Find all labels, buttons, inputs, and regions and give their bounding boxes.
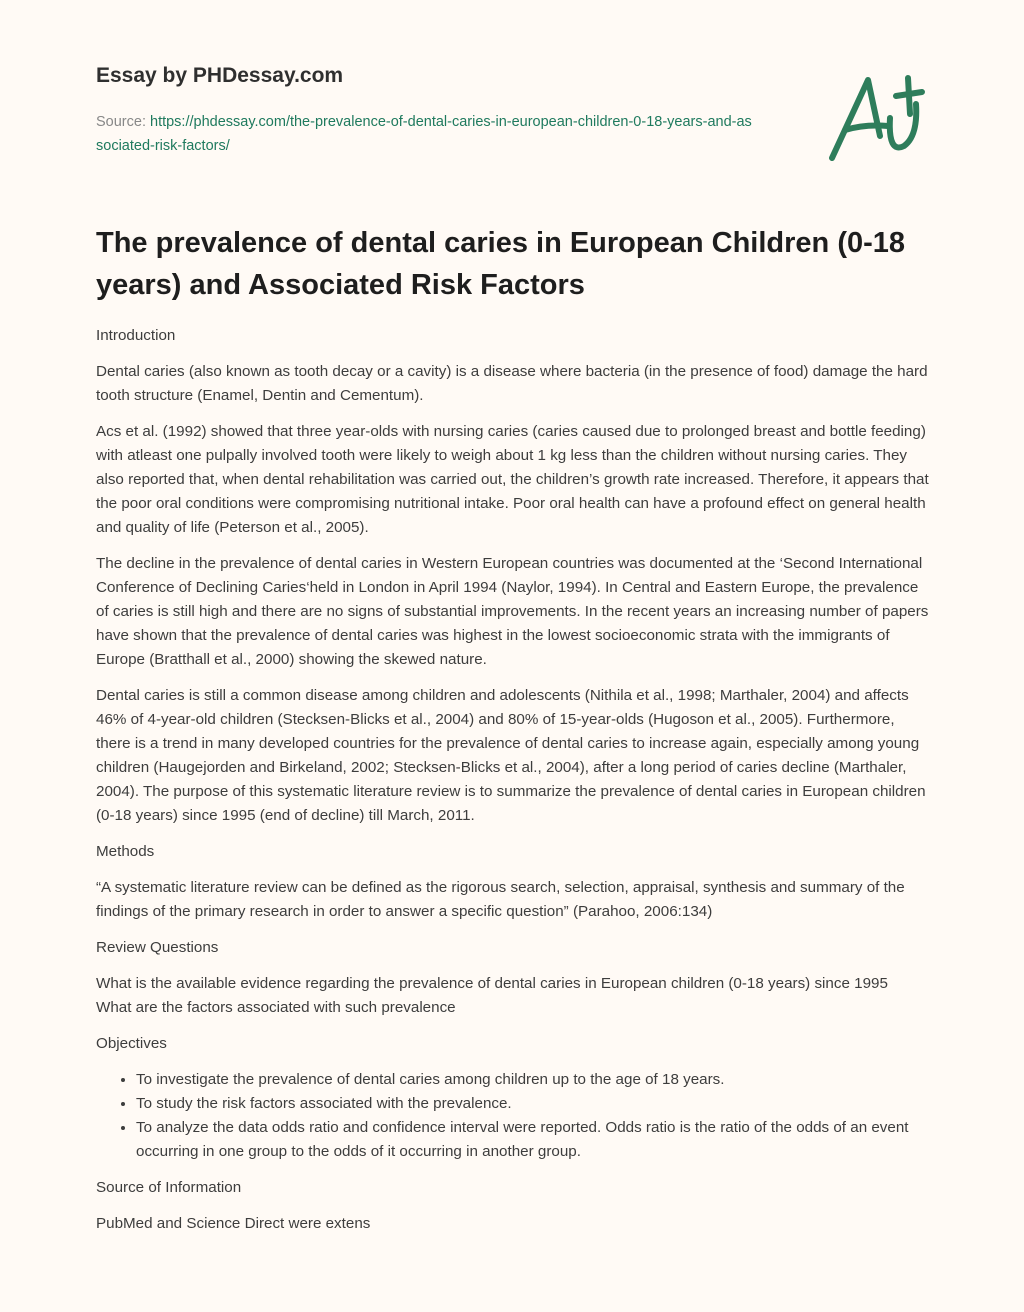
paragraph: The decline in the prevalence of dental caries in Western European countries was documented at the ‘Second International Conference of Declining Caries‘held in London in April 1994 (Naylor, 1994). In Central and Eastern Europe, the prevalence of caries is still high and there are no signs of substantial improvements. In the recent years an increasing number of papers have shown that the prevalence of dental caries was highest in the lowest socioeconomic strata with the immigrants of Europe (Bratthall et al., 2000) showing the skewed nature. xyxy=(96,555,929,668)
document-body xyxy=(96,324,932,1248)
paragraph: PubMed and Science Direct were extens xyxy=(96,1215,371,1232)
source-label: Source: xyxy=(96,114,150,130)
objectives-list xyxy=(96,1068,932,1164)
section-heading-methods: Methods xyxy=(96,843,155,860)
objective-item: • To study the risk factors associated with the prevalence. xyxy=(136,1092,932,1116)
source-line xyxy=(96,110,756,158)
section-heading-source-of-information: Source of Information xyxy=(96,1179,242,1196)
section-heading-objectives: Objectives xyxy=(96,1035,167,1052)
paragraph: Acs et al. (1992) showed that three year-olds with nursing caries (caries caused due to prolonged breast and bottle feeding) with atleast one pulpally involved tooth were likely to weigh about 1 kg less than the children without nursing caries. They also reported that, when dental rehabilitation was carried out, the children’s growth rate increased. Therefore, it appears that the poor oral conditions were compromising nutritional intake. Poor oral health can have a profound effect on general health and quality of life (Peterson et al., 2005). xyxy=(96,423,929,536)
document-title: The prevalence of dental caries in European Children (0-18 years) and Associated Risk Factors xyxy=(96,227,906,301)
paragraph: “A systematic literature review can be defined as the rigorous search, selection, appraisal, synthesis and summary of the findings of the primary research in order to answer a specific question” (Parahoo, 2006:134) xyxy=(96,879,905,920)
section-heading-introduction: Introduction xyxy=(96,327,176,344)
review-questions xyxy=(96,972,932,1020)
a-plus-grade-icon xyxy=(820,66,930,166)
section-heading-review-questions: Review Questions xyxy=(96,939,219,956)
review-question: What is the available evidence regarding the prevalence of dental caries in European children (0-18 years) since 1995 xyxy=(96,975,888,992)
paragraph: Dental caries (also known as tooth decay or a cavity) is a disease where bacteria (in the presence of food) damage the hard tooth structure (Enamel, Dentin and Cementum). xyxy=(96,363,928,404)
objective-item: • To analyze the data odds ratio and confidence interval were reported. Odds ratio is the ratio of the odds of an event occurring in one group to the odds of it occurring in another group. xyxy=(136,1116,932,1164)
review-question: What are the factors associated with such prevalence xyxy=(96,999,456,1016)
source-link[interactable]: https://phdessay.com/the-prevalence-of-dental-caries-in-european-children-0-18-years-and-associated-risk-factors/ xyxy=(96,114,752,154)
paragraph: Dental caries is still a common disease among children and adolescents (Nithila et al., 1998; Marthaler, 2004) and affects 46% of 4-year-old children (Stecksen-Blicks et al., 2004) and 80% of 15-year-olds (Hugoson et al., 2005). Furthermore, there is a trend in many developed countries for the prevalence of dental caries to increase again, especially among young children (Haugejorden and Birkeland, 2002; Stecksen-Blicks et al., 2004), after a long period of caries decline (Marthaler, 2004). The purpose of this systematic literature review is to summarize the prevalence of dental caries in European children (0-18 years) since 1995 (end of decline) till March, 2011. xyxy=(96,687,926,824)
objective-item: • To investigate the prevalence of dental caries among children up to the age of 18 years. xyxy=(136,1068,932,1092)
site-title: Essay by PHDessay.com xyxy=(96,64,344,87)
